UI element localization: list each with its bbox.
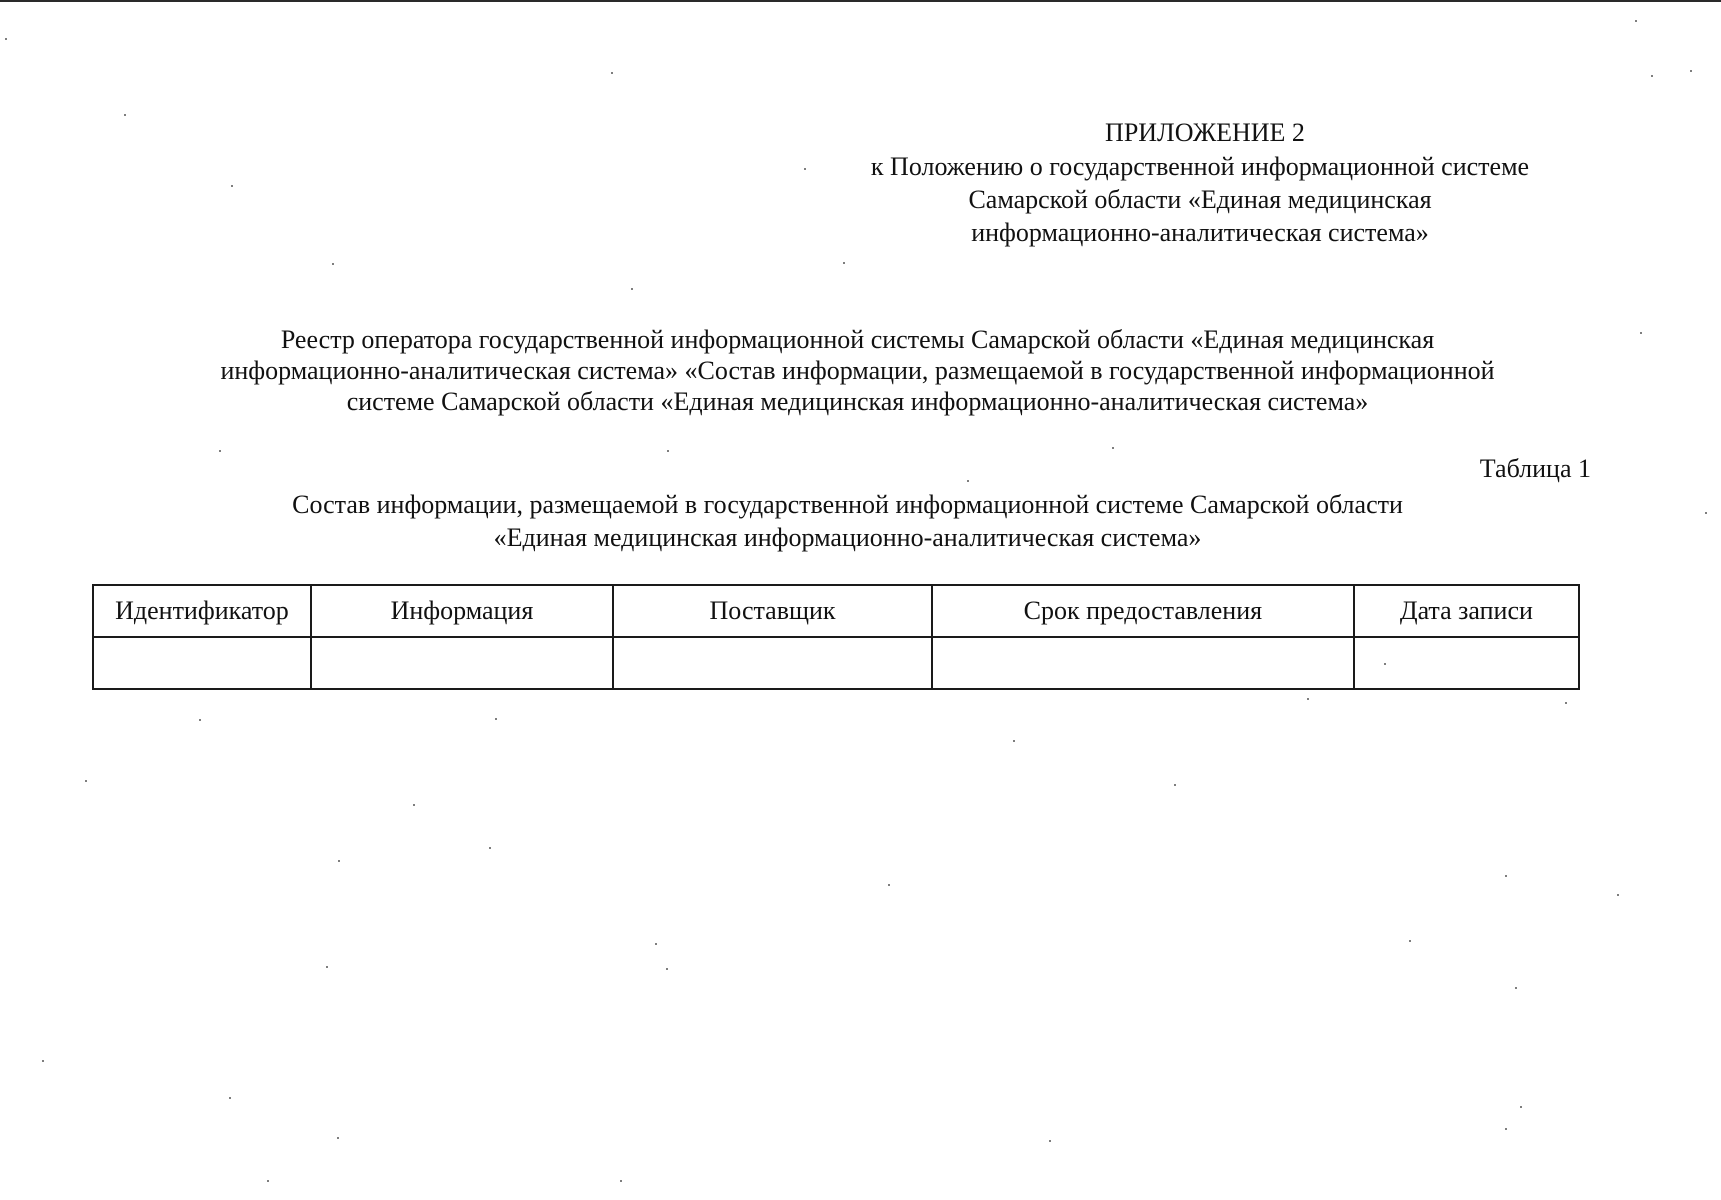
- scan-speck: [326, 966, 328, 968]
- header-identifier: Идентификатор: [93, 585, 311, 637]
- scan-speck: [219, 450, 221, 452]
- scan-speck: [1384, 663, 1386, 665]
- header-supplier: Поставщик: [613, 585, 932, 637]
- scan-speck: [413, 804, 415, 806]
- registry-title-line: системе Самарской области «Единая медицинская информационно-аналитическая система»: [346, 387, 1369, 416]
- scan-speck: [804, 168, 806, 170]
- scan-speck: [888, 884, 890, 886]
- table-caption-line: Состав информации, размещаемой в государственной информационной системе Самарской области: [292, 490, 1403, 519]
- table-header-row: [93, 585, 1579, 637]
- appendix-title: ПРИЛОЖЕНИЕ 2: [1105, 118, 1305, 147]
- table-cell-record-date: [1354, 637, 1579, 689]
- scan-speck: [655, 943, 657, 945]
- scan-speck: [620, 1180, 622, 1182]
- scan-speck: [1174, 784, 1176, 786]
- scan-speck: [229, 1097, 231, 1099]
- scan-speck: [5, 38, 7, 40]
- registry-title: [80, 324, 1635, 417]
- table-cell-supplier: [613, 637, 932, 689]
- scan-speck: [1515, 987, 1517, 989]
- scan-speck: [967, 480, 969, 482]
- scan-speck: [1520, 1106, 1522, 1108]
- scan-speck: [1705, 512, 1707, 514]
- scan-speck: [124, 114, 126, 116]
- scan-speck: [666, 968, 668, 970]
- scan-speck: [843, 262, 845, 264]
- header-record-date: Дата записи: [1354, 585, 1579, 637]
- scan-speck: [338, 860, 340, 862]
- scan-speck: [1112, 447, 1114, 449]
- scan-speck: [1565, 702, 1567, 704]
- scan-speck: [337, 1137, 339, 1139]
- scan-speck: [85, 780, 87, 782]
- appendix-line: к Положению о государственной информационной системе: [870, 152, 1530, 181]
- registry-title-line: Реестр оператора государственной информационной системы Самарской области «Единая медицинская: [280, 325, 1435, 354]
- scan-speck: [667, 450, 669, 452]
- scan-speck: [489, 847, 491, 849]
- registry-title-line: информационно-аналитическая система» «Состав информации, размещаемой в государственной информационной: [220, 356, 1495, 385]
- header-information: Информация: [311, 585, 613, 637]
- scan-speck: [495, 718, 497, 720]
- scan-speck: [1690, 70, 1692, 72]
- header-submission-term: Срок предоставления: [932, 585, 1354, 637]
- appendix-line: Самарской области «Единая медицинская: [968, 185, 1432, 214]
- scan-speck: [611, 72, 613, 74]
- table-cell-submission-term: [932, 637, 1354, 689]
- table-cell-information: [311, 637, 613, 689]
- scan-speck: [1505, 1128, 1507, 1130]
- scan-speck: [1049, 1140, 1051, 1142]
- table-cell-identifier: [93, 637, 311, 689]
- appendix-header: [760, 116, 1640, 249]
- scan-speck: [42, 1060, 44, 1062]
- registry-table: [92, 584, 1580, 690]
- scan-speck: [231, 185, 233, 187]
- table-caption-line: «Единая медицинская информационно-аналитическая система»: [493, 523, 1202, 552]
- scan-top-edge: [0, 0, 1721, 2]
- scan-speck: [1640, 332, 1642, 334]
- scan-speck: [1307, 698, 1309, 700]
- table-caption: [80, 488, 1615, 554]
- scan-speck: [1617, 894, 1619, 896]
- scan-speck: [267, 1180, 269, 1182]
- scan-speck: [631, 288, 633, 290]
- scan-speck: [1635, 20, 1637, 22]
- scan-speck: [1013, 740, 1015, 742]
- appendix-line: информационно-аналитическая система»: [971, 218, 1429, 247]
- table-number: Таблица 1: [1479, 454, 1591, 483]
- scan-speck: [1651, 75, 1653, 77]
- scan-speck: [332, 263, 334, 265]
- scan-speck: [199, 719, 201, 721]
- scan-speck: [1505, 875, 1507, 877]
- scan-speck: [1409, 940, 1411, 942]
- table-row: [93, 637, 1579, 689]
